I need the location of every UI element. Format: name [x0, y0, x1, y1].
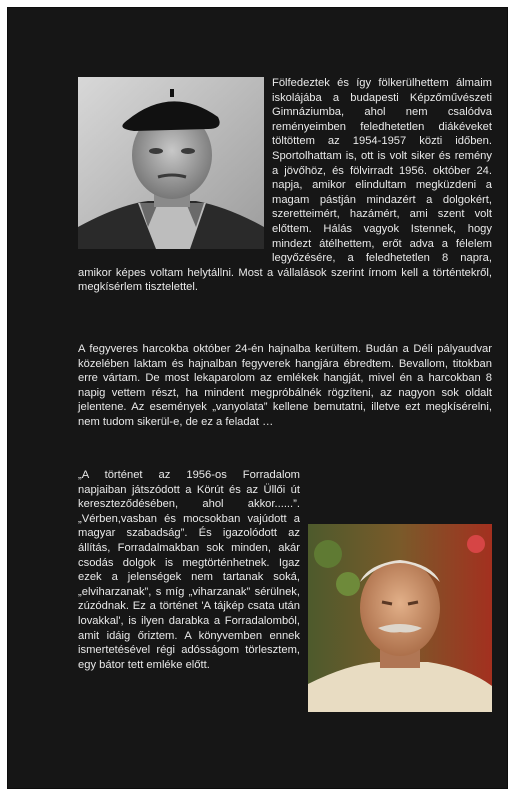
back-cover: [8, 8, 507, 788]
paragraph-1-text: Fölfedeztek és így fölkerülhettem álmaim iskolájába a budapesti Képzőművészeti Gimnáziumba, ahol nem csalódva reményeimben feledhetetlen diákéveket töltöttem az 1954-1957 közti időben. Sportolhattam is, ott is volt siker és remény a jövőhöz, és fölvirradt 1956. október 24. napja, amikor elindultam megküzdeni a magam pástján mindazért a dolgokért, szeretteimért, hazámért, ami szent volt előttem. Hálás vagyok Istennek, hogy mindezt átélhettem, erőt adva a félelem legyőzésére, a feledhetetlen 8 napra, amikor képes voltam helytállni. Most a vállalások szerint írnom kell a történtekről, megkísérlem tisztelettel.: [78, 77, 492, 294]
elderly-man-portrait-icon: [308, 524, 492, 712]
paragraph-1: [78, 76, 492, 295]
paragraph-2-text: A fegyveres harcokba október 24-én hajnalba kerültem. Budán a Déli pályaudvar közelében laktam és hajnalban fegyverek hangjára ébredtem. Bevallom, titokban erre vártam. De most lekaparolom az emlékek hangját, mivel én a harcokban 8 napig vettem részt, ha mindent megpróbálnék rögzíteni, az nagyon sok oldalt jelentene. Az események „vanyolata” kellene bemutatni, illetve ezt megkísérelni, nem tudom sikerül-e, de ez a feladat …: [78, 343, 492, 428]
young-man-beret-portrait-icon: [78, 77, 264, 249]
paragraph-2: [78, 342, 492, 430]
paragraph-3: [78, 468, 492, 716]
paragraph-3-text: „A történet az 1956-os Forradalom napjaiban játszódott a Körút és az Üllői út kereszteződésében, ahol akkor......”. „Vérben,vasban és mocsokban vajúdott a magyar szabadság”. És igazolódott az állítás, Forradalmakban sok minden, akár csodás dolgok is megtörténhetnek. Igaz ezek a jelenségek nem tartanak soká, „elviharzanak”, s míg „viharzanak” sérülnek, zúzódnak. Ez a történet 'A tájkép csata után lovakkal', is ilyen darabka a Forradalomból, amit idáig őriztem. A könyvemben ennek ismertetésével régi adósságom törlesztem, egy bátor tett emléke előtt.: [78, 469, 300, 671]
